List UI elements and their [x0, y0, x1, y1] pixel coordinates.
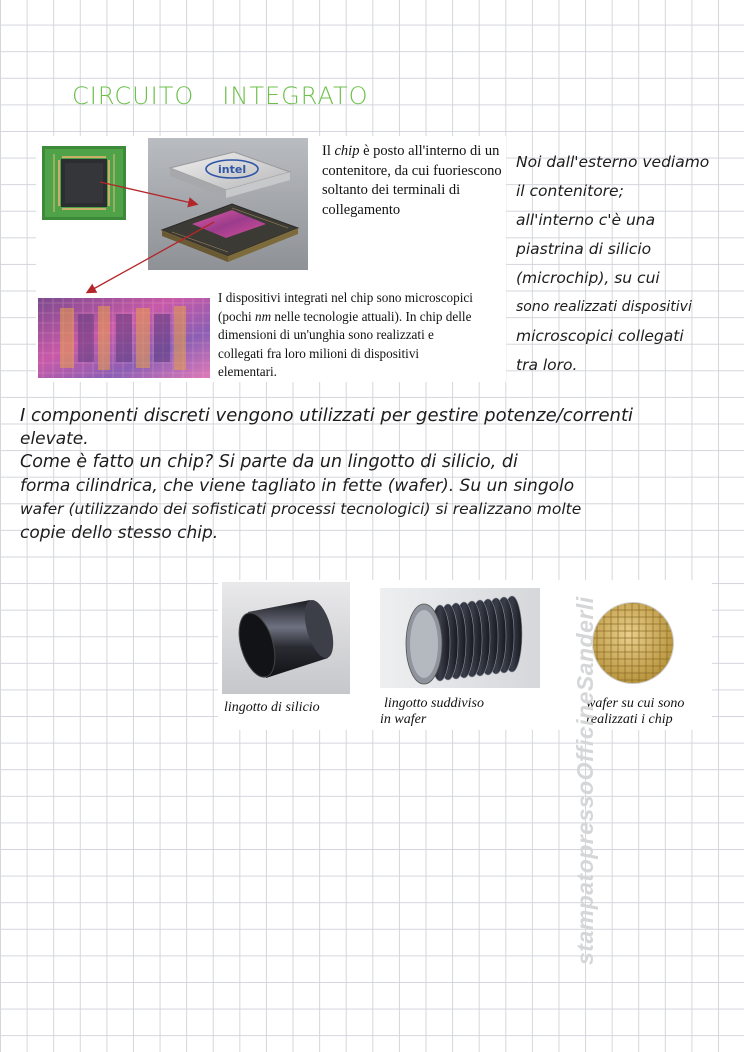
devices-description-text: I dispositivi integrati nel chip sono microscopici (pochi nm nelle tecnologie attuali). In chip delle dimensioni di un'unghia sono realizzati e collegati fra loro milioni di dispositivi elementari.: [218, 290, 473, 380]
note-line: tra loro.: [516, 356, 578, 374]
handwritten-body: [20, 404, 740, 545]
body-line: Come è fatto un chip? Si parte da un lingotto di silicio, di: [20, 452, 518, 472]
caption-wafer-1: wafer su cui sono: [586, 696, 685, 711]
caption-sliced-1: lingotto suddiviso: [384, 696, 484, 711]
handwritten-note: [516, 148, 742, 380]
body-line: forma cilindrica, che viene tagliato in fette (wafer). Su un singolo: [20, 475, 575, 496]
chip-description-text: Il chip è posto all'interno di un contenitore, da cui fuoriescono soltanto dei terminali di collegamento: [322, 143, 502, 218]
intel-logo: intel: [218, 163, 247, 176]
caption-wafer-2: realizzati i chip: [586, 712, 673, 727]
note-line: piastrina di silicio: [516, 240, 652, 258]
silicon-ingot-image: [222, 582, 350, 694]
print-watermark: stampatopressoOfficineSanderli: [572, 596, 598, 965]
body-line: copie dello stesso chip.: [20, 522, 219, 543]
note-line: il contenitore;: [516, 182, 624, 200]
wafer-image: [590, 596, 676, 690]
caption-sliced-2: in wafer: [380, 712, 427, 727]
sliced-ingot-image: [380, 588, 540, 688]
arrow-chip-to-package: [100, 182, 196, 204]
body-line: I componenti discreti vengono utilizzati per gestire potenze/correnti: [20, 405, 634, 426]
body-line: wafer (utilizzando dei sofisticati processi tecnologici) si realizzano molte: [20, 500, 582, 518]
arrow-package-to-die: [88, 222, 214, 292]
note-line: all'interno c'è una: [516, 211, 656, 229]
title-word-2: INTEGRATO: [222, 82, 369, 110]
note-line: sono realizzati dispositivi: [516, 299, 692, 315]
note-line: microscopici collegati: [516, 327, 684, 345]
body-line: elevate.: [20, 428, 89, 449]
title-word-1: CIRCUITO: [72, 82, 195, 110]
note-line: (microchip), su cui: [516, 269, 660, 287]
note-line: Noi dall'esterno vediamo: [516, 153, 710, 171]
caption-ingot: lingotto di silicio: [224, 700, 320, 715]
